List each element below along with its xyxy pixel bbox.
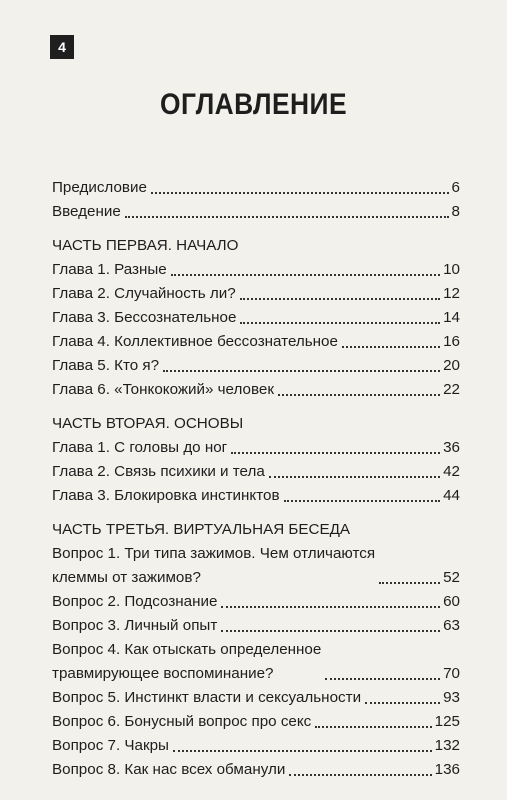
toc-entry[interactable]: [52, 460, 460, 484]
toc-entry[interactable]: [52, 758, 460, 782]
toc-entry-page: 93: [443, 689, 460, 706]
toc-entry-label: Вопрос 3. Личный опыт: [52, 617, 218, 634]
toc-entry[interactable]: [52, 436, 460, 460]
toc-entry-page: 70: [443, 665, 460, 682]
toc-entry[interactable]: [52, 354, 460, 378]
toc-entry-label: Вопрос 6. Бонусный вопрос про секс: [52, 713, 312, 730]
dot-leader: [240, 298, 440, 300]
toc-entry[interactable]: [52, 330, 460, 354]
toc-entry-label: Глава 4. Коллективное бессознательное: [52, 333, 338, 350]
toc-entry-page: 6: [451, 179, 460, 196]
dot-leader: [284, 500, 441, 502]
dot-leader: [365, 702, 440, 704]
dot-leader: [278, 394, 440, 396]
toc-entry-label: Глава 5. Кто я?: [52, 357, 160, 374]
toc-entry-label: Глава 2. Случайность ли?: [52, 285, 236, 302]
part-heading: ЧАСТЬ ТРЕТЬЯ. ВИРТУАЛЬНАЯ БЕСЕДА: [52, 521, 351, 538]
toc-intro: [52, 176, 460, 224]
toc-entry-page: 16: [443, 333, 460, 350]
toc-entry-label: Предисловие: [52, 179, 147, 196]
toc-entry-label: Вопрос 8. Как нас всех обманули: [52, 761, 286, 778]
toc-entry[interactable]: [52, 176, 460, 200]
toc-entry-label: Вопрос 2. Подсознание: [52, 593, 218, 610]
page-title: ОГЛАВЛЕНИЕ: [159, 88, 348, 121]
toc-entry[interactable]: [52, 686, 460, 710]
dot-leader: [379, 582, 440, 584]
toc-entry-page: 42: [443, 463, 460, 480]
toc-entry-page: 132: [434, 737, 460, 754]
dot-leader: [163, 370, 440, 372]
dot-leader: [315, 726, 431, 728]
toc-entry-label: Глава 3. Блокировка инстинктов: [52, 487, 280, 504]
dot-leader: [151, 192, 449, 194]
toc-entry-label: Глава 2. Связь психики и тела: [52, 463, 265, 480]
dot-leader: [342, 346, 440, 348]
toc-entry-page: 8: [451, 203, 460, 220]
toc-entry-label: Глава 1. Разные: [52, 261, 167, 278]
dot-leader: [173, 750, 432, 752]
part-heading: ЧАСТЬ ПЕРВАЯ. НАЧАЛО: [52, 237, 239, 254]
toc-entry-page: 52: [443, 569, 460, 586]
toc-entry[interactable]: [52, 258, 460, 282]
dot-leader: [221, 630, 440, 632]
toc-entry-page: 14: [443, 309, 460, 326]
dot-leader: [171, 274, 440, 276]
toc-entry[interactable]: [52, 590, 460, 614]
page-number-badge: 4: [50, 35, 74, 59]
toc-entry[interactable]: [52, 710, 460, 734]
toc-entry-label: Введение: [52, 203, 121, 220]
toc-entry-label: Глава 3. Бессознательное: [52, 309, 237, 326]
toc-entry-page: 10: [443, 261, 460, 278]
toc-entry-page: 12: [443, 285, 460, 302]
toc-entry-page: 36: [443, 439, 460, 456]
dot-leader: [325, 678, 440, 680]
toc-entry-label: Вопрос 5. Инстинкт власти и сексуальности: [52, 689, 362, 706]
toc-entry[interactable]: [52, 614, 460, 638]
dot-leader: [269, 476, 440, 478]
toc-entry[interactable]: [52, 378, 460, 402]
toc-entry[interactable]: [52, 200, 460, 224]
dot-leader: [289, 774, 431, 776]
toc-entry-label: Вопрос 1. Три типа зажимов. Чем отличаются клеммы от зажимов?: [52, 545, 376, 586]
toc-entry[interactable]: [52, 638, 460, 686]
toc-entry[interactable]: [52, 542, 460, 590]
toc-entry-page: 44: [443, 487, 460, 504]
toc-entry-label: Глава 1. С головы до ног: [52, 439, 228, 456]
toc-entry-page: 22: [443, 381, 460, 398]
toc-entry[interactable]: [52, 282, 460, 306]
toc-part-1: [52, 234, 460, 402]
toc-entry[interactable]: [52, 484, 460, 508]
part-heading: ЧАСТЬ ВТОРАЯ. ОСНОВЫ: [52, 415, 244, 432]
table-of-contents: [52, 176, 460, 792]
toc-entry-page: 60: [443, 593, 460, 610]
toc-entry-label: Глава 6. «Тонкокожий» человек: [52, 381, 274, 398]
toc-entry-page: 63: [443, 617, 460, 634]
toc-entry-page: 125: [434, 713, 460, 730]
toc-entry[interactable]: [52, 306, 460, 330]
toc-entry[interactable]: [52, 734, 460, 758]
toc-part-2: [52, 412, 460, 508]
toc-entry-label: Вопрос 4. Как отыскать определенное травмирующее воспоминание?: [52, 641, 322, 682]
dot-leader: [125, 216, 449, 218]
toc-entry-page: 136: [434, 761, 460, 778]
dot-leader: [240, 322, 440, 324]
toc-entry-page: 20: [443, 357, 460, 374]
toc-part-3: [52, 518, 460, 782]
dot-leader: [221, 606, 440, 608]
dot-leader: [231, 452, 440, 454]
toc-entry-label: Вопрос 7. Чакры: [52, 737, 169, 754]
